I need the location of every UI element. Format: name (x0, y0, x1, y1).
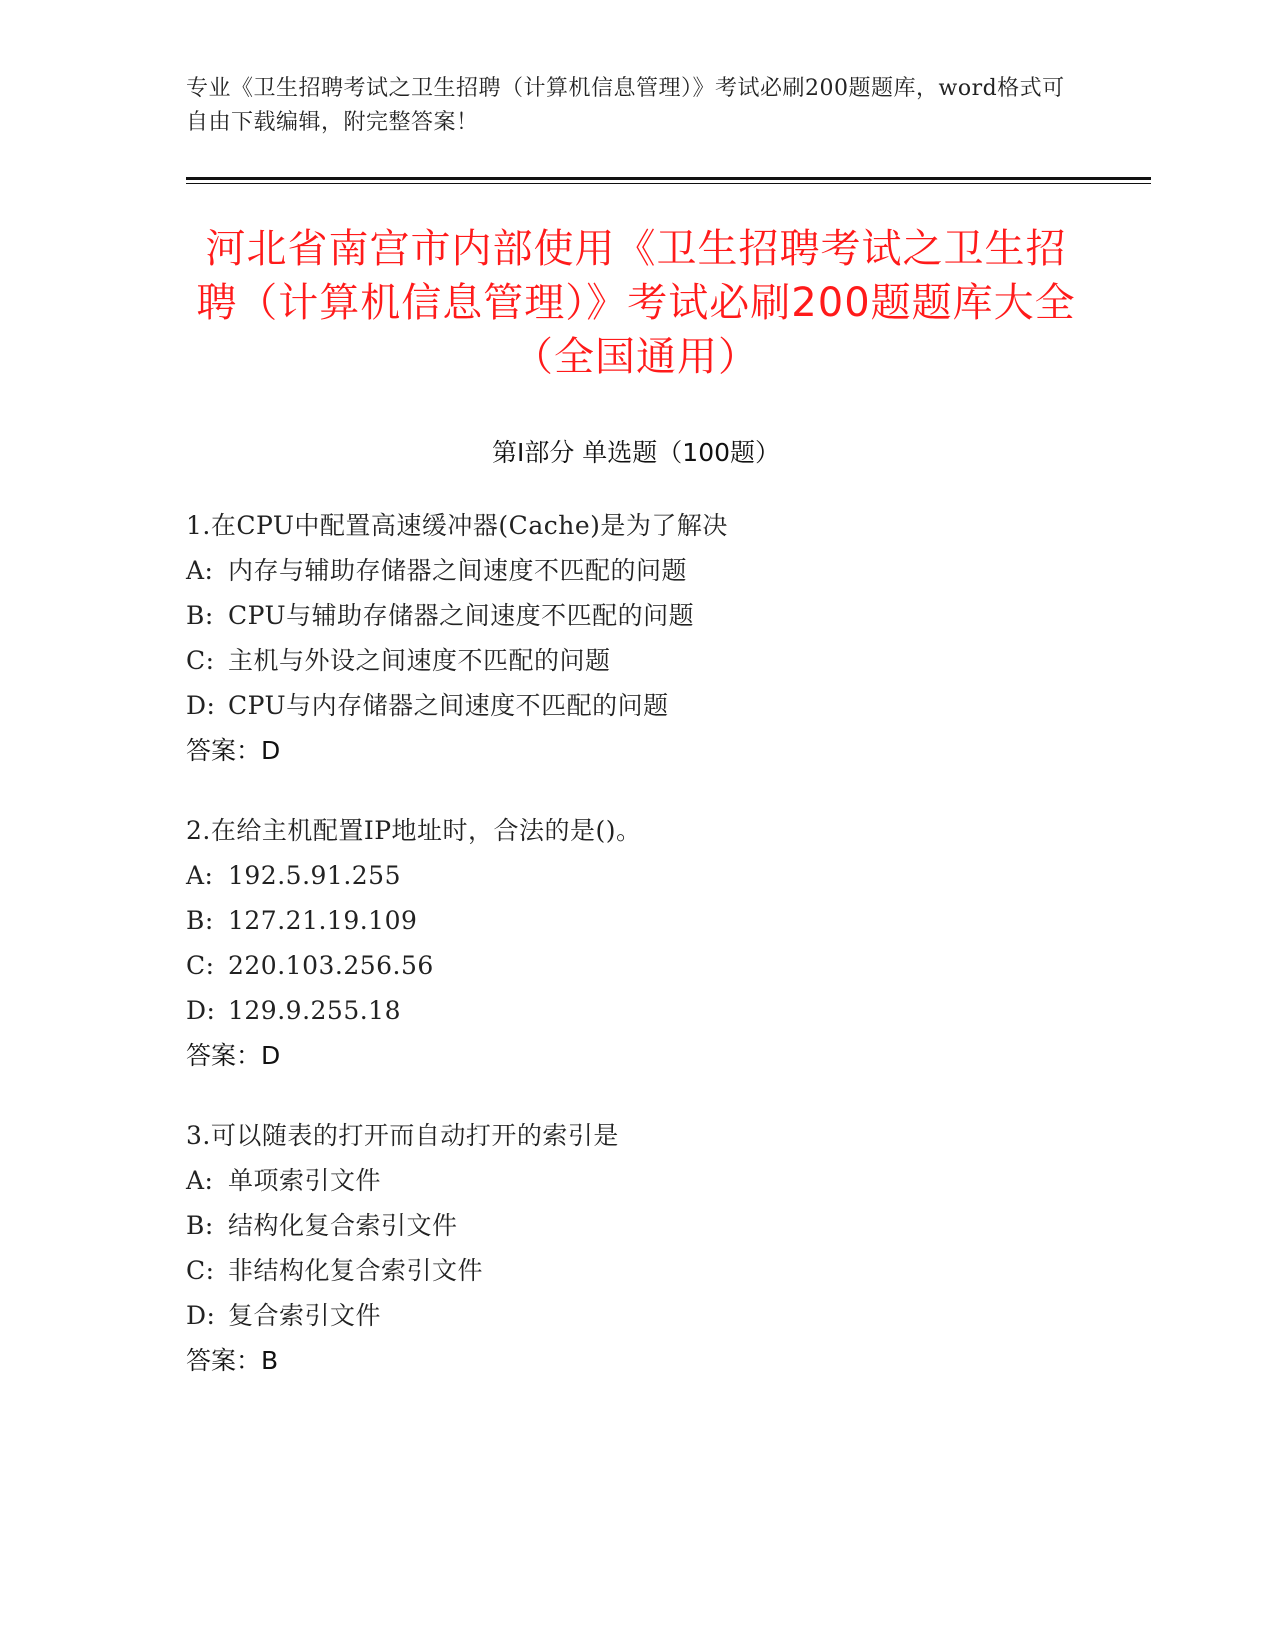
option-letter: D: (186, 996, 216, 1025)
answer-line: 答案：B (186, 1346, 279, 1375)
option-a (186, 853, 1086, 898)
option-text: 220.103.256.56 (228, 951, 434, 980)
option-text: 主机与外设之间速度不匹配的问题 (228, 646, 611, 675)
option-d (186, 1293, 1086, 1338)
option-text: 127.21.19.109 (228, 906, 418, 935)
question-stem: 1.在CPU中配置高速缓冲器(Cache)是为了解决 (186, 511, 728, 540)
option-letter: C: (186, 646, 215, 675)
option-letter: B: (186, 906, 214, 935)
header-note: 专业《卫生招聘考试之卫生招聘（计算机信息管理）》考试必刷200题题库，word格式可自由下载编辑，附完整答案！ (186, 76, 1065, 135)
question-stem: 3.可以随表的打开而自动打开的索引是 (186, 1121, 619, 1150)
option-text: CPU与内存储器之间速度不匹配的问题 (228, 691, 669, 720)
option-c (186, 638, 1086, 683)
option-letter: D: (186, 691, 216, 720)
header-divider-thin (186, 183, 1151, 184)
question-stem: 2.在给主机配置IP地址时，合法的是()。 (186, 816, 642, 845)
option-b (186, 1203, 1086, 1248)
option-d (186, 683, 1086, 728)
answer-line: 答案：D (186, 736, 281, 765)
option-a (186, 1158, 1086, 1203)
header-divider-thick (186, 177, 1151, 180)
option-letter: D: (186, 1301, 216, 1330)
option-text: 129.9.255.18 (228, 996, 401, 1025)
answer-line: 答案：D (186, 1041, 281, 1070)
option-text: 结构化复合索引文件 (228, 1211, 458, 1240)
section-heading: 第I部分 单选题（100题） (491, 438, 781, 467)
option-letter: A: (186, 556, 214, 585)
option-letter: C: (186, 951, 215, 980)
option-letter: A: (186, 1166, 214, 1195)
option-text: 192.5.91.255 (228, 861, 401, 890)
question-block-2 (186, 808, 1086, 1078)
option-b (186, 898, 1086, 943)
option-text: 单项索引文件 (228, 1166, 382, 1195)
option-text: 复合索引文件 (228, 1301, 382, 1330)
document-title: 河北省南宫市内部使用《卫生招聘考试之卫生招聘（计算机信息管理）》考试必刷200题题库大全（全国通用） (196, 226, 1076, 380)
option-c (186, 1248, 1086, 1293)
option-c (186, 943, 1086, 988)
option-letter: B: (186, 601, 214, 630)
option-b (186, 593, 1086, 638)
option-text: 内存与辅助存储器之间速度不匹配的问题 (228, 556, 688, 585)
question-block-1 (186, 503, 1086, 773)
option-text: 非结构化复合索引文件 (228, 1256, 484, 1285)
option-letter: C: (186, 1256, 215, 1285)
option-d (186, 988, 1086, 1033)
question-block-3 (186, 1113, 1086, 1383)
option-letter: A: (186, 861, 214, 890)
option-text: CPU与辅助存储器之间速度不匹配的问题 (228, 601, 695, 630)
option-a (186, 548, 1086, 593)
option-letter: B: (186, 1211, 214, 1240)
